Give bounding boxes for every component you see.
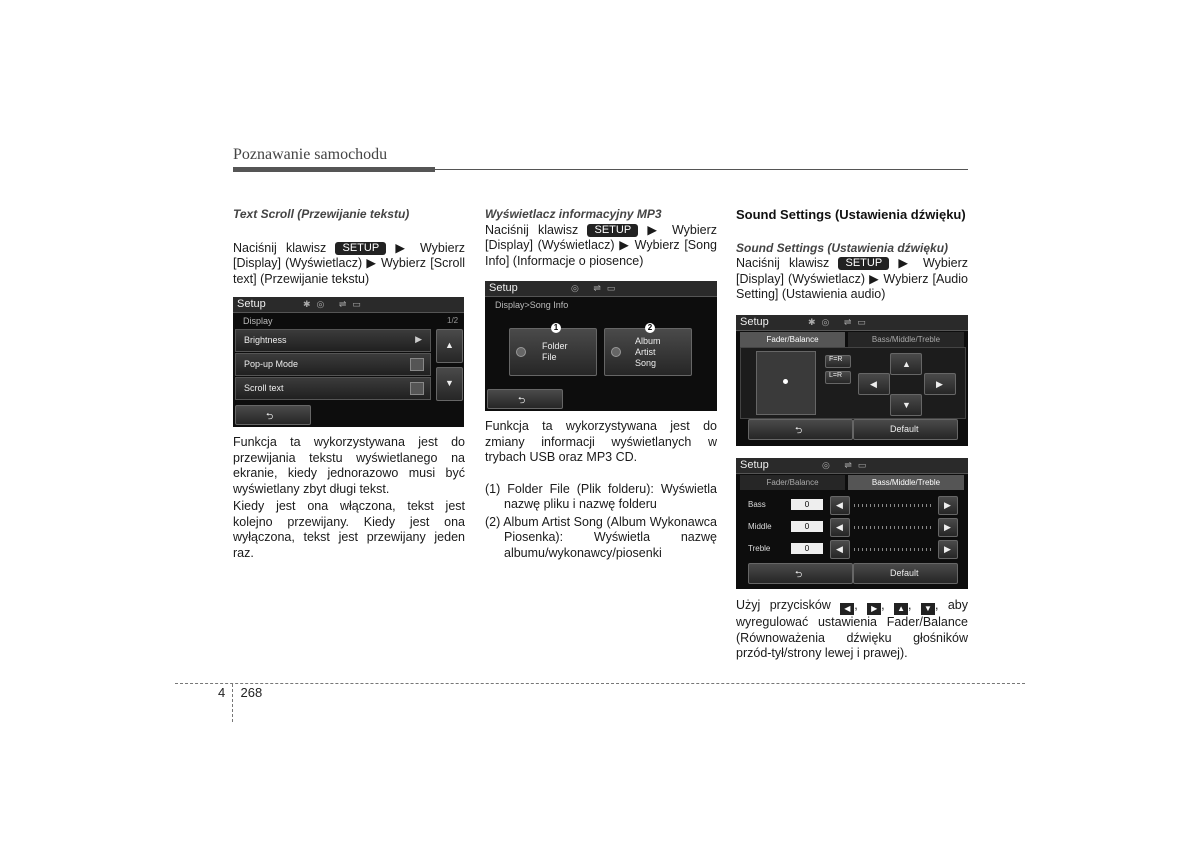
arrow-right-icon: ▶	[944, 544, 951, 554]
bass-decrease-button[interactable]	[830, 496, 850, 515]
arrow-down-icon: ▼	[902, 400, 911, 410]
page-header-title: Poznawanie samochodu	[233, 146, 388, 163]
screen-title: Setup	[740, 316, 769, 328]
status-icons: ✱◎ ⇌▭	[303, 299, 367, 309]
column-text-scroll	[233, 207, 465, 287]
menu-row-brightness[interactable]: Brightness ▶	[235, 329, 431, 352]
arrow-up-icon: ▲	[902, 359, 911, 369]
status-icons: ✱◎ ⇌▭	[808, 317, 872, 327]
scroll-up-button[interactable]	[436, 329, 463, 363]
section-heading: Wyświetlacz informacyjny MP3	[485, 207, 662, 221]
balance-indicator: L=R	[825, 371, 851, 384]
default-button[interactable]: Default	[853, 563, 958, 584]
balance-point[interactable]	[783, 379, 788, 384]
number-badge-2: 2	[645, 323, 655, 333]
arrow-left-icon: ◀	[836, 522, 843, 532]
middle-decrease-button[interactable]	[830, 518, 850, 537]
checkbox-icon[interactable]	[410, 358, 424, 371]
arrow-right-icon: ▶	[944, 522, 951, 532]
section-title: Sound Settings (Ustawienia dźwięku)	[736, 207, 966, 222]
back-button[interactable]	[235, 405, 311, 425]
screen-title: Setup	[489, 282, 518, 294]
middle-label: Middle	[748, 522, 772, 531]
list-item: (2) Album Artist Song (Album Wykonawca Piosenka): Wyświetla nazwę albumu/wykonawcy/piosenki	[485, 514, 717, 560]
bass-label: Bass	[748, 500, 766, 509]
tab-fader-balance[interactable]: Fader/Balance	[740, 332, 845, 347]
treble-slider[interactable]	[854, 548, 934, 551]
song-info-screen	[485, 281, 717, 411]
arrow-left-icon: ◀	[870, 379, 877, 389]
tab-bass-middle-treble[interactable]: Bass/Middle/Treble	[848, 332, 964, 347]
radio-icon	[611, 347, 621, 357]
page-indicator: 1/2	[447, 316, 459, 325]
treble-decrease-button[interactable]	[830, 540, 850, 559]
list-item: (1) Folder File (Plik folderu): Wyświetla nazwę pliku i nazwę folderu	[485, 481, 717, 511]
treble-value: 0	[791, 543, 823, 554]
bass-increase-button[interactable]	[938, 496, 958, 515]
screen-subtitle: Display>Song Info	[495, 300, 569, 310]
back-button[interactable]	[748, 563, 853, 584]
chevron-right-icon: ▶	[415, 334, 422, 344]
arrow-down-icon: ▼	[445, 378, 454, 388]
back-button[interactable]	[748, 419, 853, 440]
header-rule-thin	[435, 169, 968, 170]
back-icon: ⮌	[266, 411, 274, 421]
back-icon: ⮌	[795, 425, 803, 435]
instruction-paragraph: Naciśnij klawisz SETUP ▶ Wybierz [Display] (Wyświetlacz) ▶ Wybierz [Scroll text] (Przewijanie tekstu)	[233, 240, 465, 286]
column2-body	[485, 419, 717, 561]
header-rule-thick	[233, 167, 435, 172]
menu-row-popup[interactable]: Pop-up Mode	[235, 353, 431, 376]
bass-value: 0	[791, 499, 823, 510]
back-button[interactable]	[487, 389, 563, 409]
arrow-left-icon: ◀	[840, 603, 854, 615]
back-icon: ⮌	[518, 395, 526, 405]
paragraph: Funkcja ta wykorzystywana jest do zmiany informacji wyświetlanych w trybach USB oraz MP3 CD.	[485, 419, 717, 464]
tab-fader-balance[interactable]: Fader/Balance	[740, 475, 845, 490]
treble-label: Treble	[748, 544, 771, 553]
status-icons: ◎ ⇌▭	[571, 283, 622, 293]
setup-key: SETUP	[335, 242, 386, 255]
fader-down-button[interactable]	[890, 394, 922, 416]
option-album-artist-song[interactable]: Album Artist Song	[604, 328, 692, 376]
chapter-number: 4	[218, 685, 226, 700]
display-setup-screen	[233, 297, 464, 427]
treble-increase-button[interactable]	[938, 540, 958, 559]
fader-balance-screen	[736, 315, 968, 446]
screen-title: Setup	[237, 298, 266, 310]
fader-indicator: F=R	[825, 355, 851, 368]
column-mp3-info	[485, 207, 717, 269]
screen-subtitle: Display	[243, 316, 273, 326]
instruction-paragraph: Naciśnij klawisz SETUP ▶ Wybierz [Display] (Wyświetlacz) ▶ Wybierz [Song Info] (Informacje o piosence)	[485, 222, 717, 268]
arrow-left-icon: ◀	[836, 544, 843, 554]
arrow-up-icon: ▲	[445, 340, 454, 350]
scroll-down-button[interactable]	[436, 367, 463, 401]
fader-up-button[interactable]	[890, 353, 922, 375]
bass-slider[interactable]	[854, 504, 934, 507]
radio-icon	[516, 347, 526, 357]
column1-body	[233, 435, 465, 561]
default-button[interactable]: Default	[853, 419, 958, 440]
status-icons: ◎ ⇌▭	[822, 460, 873, 470]
arrow-up-icon: ▲	[894, 603, 908, 615]
screen-title: Setup	[740, 459, 769, 471]
checkbox-icon[interactable]	[410, 382, 424, 395]
page-number	[218, 685, 262, 700]
middle-increase-button[interactable]	[938, 518, 958, 537]
number-badge-1: 1	[551, 323, 561, 333]
middle-value: 0	[791, 521, 823, 532]
arrow-left-icon: ◀	[836, 500, 843, 510]
paragraph: Kiedy jest ona włączona, tekst jest kolejno przewijany. Kiedy jest ona wyłączona, tekst jest przewijany jeden raz.	[233, 499, 465, 560]
section-heading: Sound Settings (Ustawienia dźwięku)	[736, 240, 949, 255]
arrow-right-icon: ▶	[867, 603, 881, 615]
setup-key: SETUP	[587, 224, 638, 237]
section-heading: Text Scroll (Przewijanie tekstu)	[233, 207, 410, 221]
setup-key: SETUP	[838, 257, 889, 270]
tab-bass-middle-treble[interactable]: Bass/Middle/Treble	[848, 475, 964, 490]
menu-row-scroll-text[interactable]: Scroll text	[235, 377, 431, 400]
instruction-paragraph: Naciśnij klawisz SETUP ▶ Wybierz [Display] (Wyświetlacz) ▶ Wybierz [Audio Setting] (Ustawienia audio)	[736, 256, 968, 301]
arrow-right-icon: ▶	[936, 379, 943, 389]
column3-body: Użyj przycisków ◀ , ▶ , ▲ , ▼ , aby wyregulować ustawienia Fader/Balance (Równoważenia dźwięku głośników przód-tył/strony lewej i prawej).	[736, 598, 968, 660]
paragraph: Funkcja ta wykorzystywana jest do przewijania tekstu wyświetlanego na ekranie, kiedy jednorazowo musi być wyświetlany zbyt długi tekst.	[233, 435, 465, 496]
back-icon: ⮌	[795, 569, 803, 579]
page-number-value: 268	[240, 685, 263, 700]
arrow-right-icon: ▶	[944, 500, 951, 510]
arrow-down-icon: ▼	[921, 603, 935, 615]
option-folder-file[interactable]: Folder File	[509, 328, 597, 376]
balance-left-button[interactable]	[858, 373, 890, 395]
column-sound-settings	[736, 207, 968, 303]
middle-slider[interactable]	[854, 526, 934, 529]
balance-right-button[interactable]	[924, 373, 956, 395]
bass-middle-treble-screen	[736, 458, 968, 589]
footer-divider	[175, 683, 1025, 684]
